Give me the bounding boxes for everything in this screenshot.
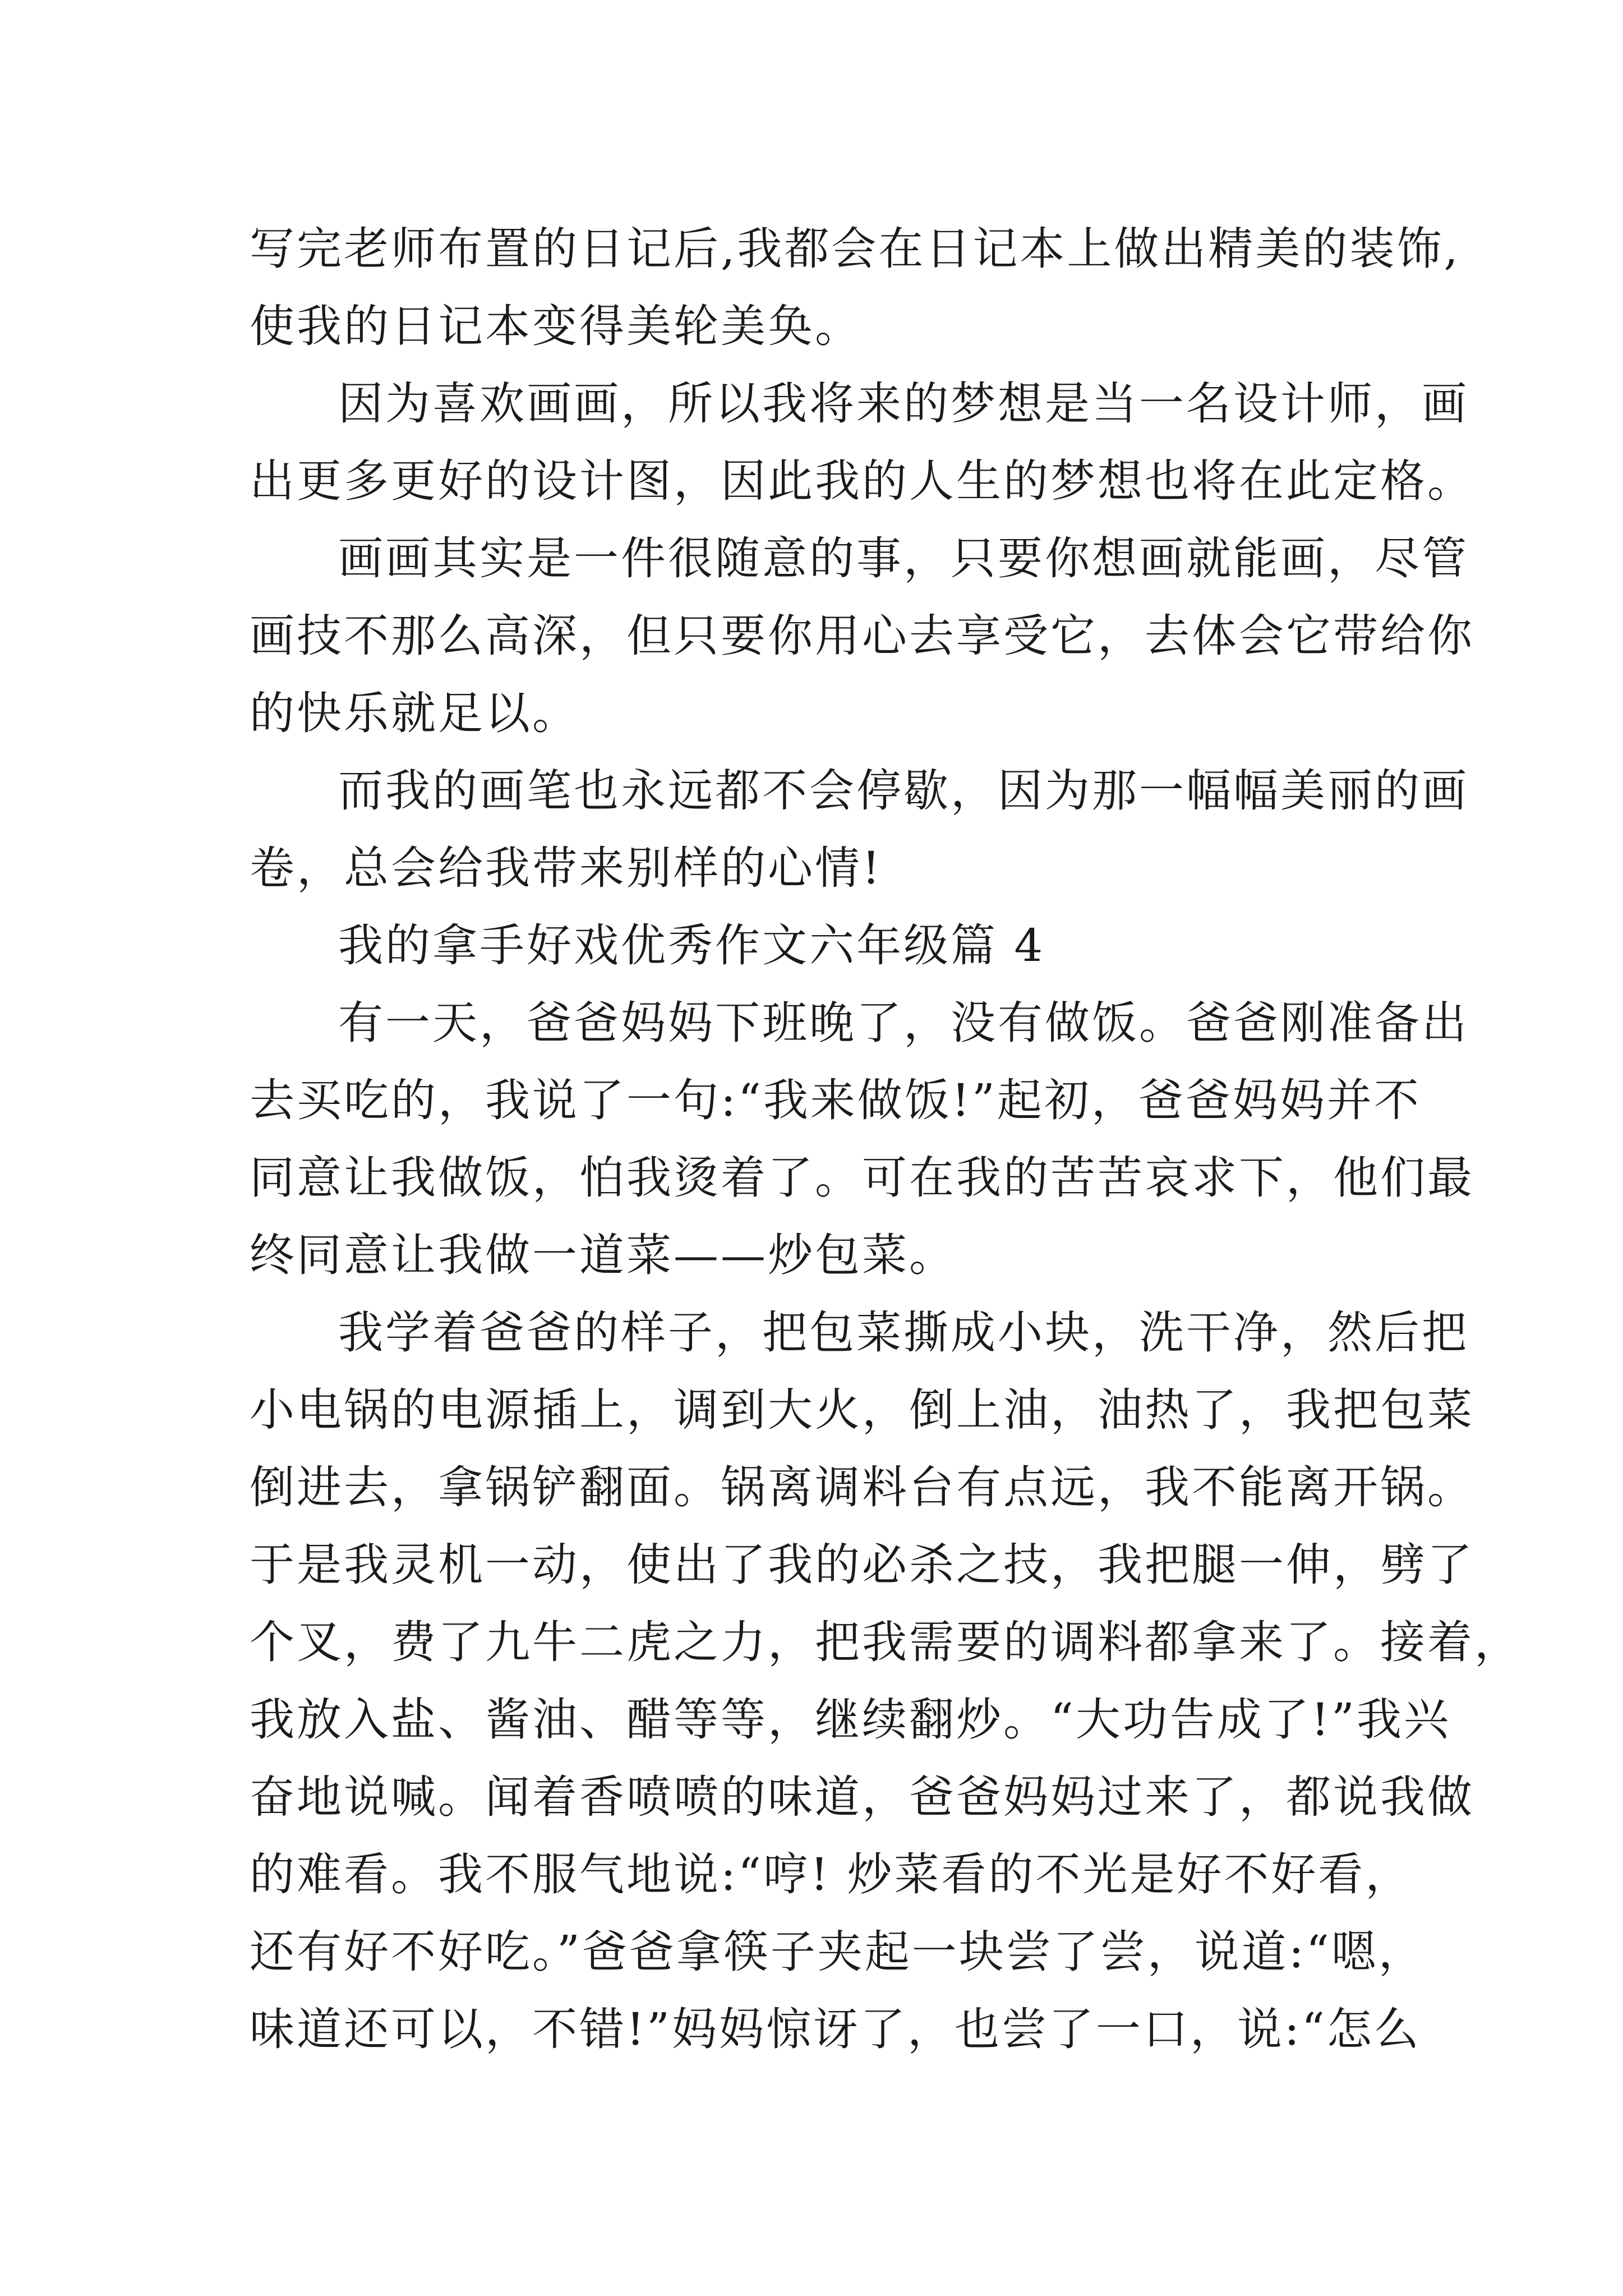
text-line: 去买吃的，我说了一句:“我来做饭!”起初，爸爸妈妈并不 bbox=[250, 1074, 1421, 1126]
text-line: 个叉，费了九牛二虎之力，把我需要的调料都拿来了。接着， bbox=[250, 1616, 1521, 1668]
text-line: 味道还可以，不错!”妈妈惊讶了，也尝了一口，说:“怎么 bbox=[250, 2003, 1421, 2055]
text-line: 写完老师布置的日记后,我都会在日记本上做出精美的装饰, bbox=[250, 223, 1460, 275]
section-heading: 我的拿手好戏优秀作文六年级篇 4 bbox=[338, 919, 1045, 972]
text-line: 奋地说喊。闻着香喷喷的味道，爸爸妈妈过来了，都说我做 bbox=[250, 1771, 1474, 1823]
document-body bbox=[250, 210, 1521, 2068]
text-line: 同意让我做饭，怕我烫着了。可在我的苦苦哀求下，他们最 bbox=[250, 1152, 1474, 1204]
text-line: 的难看。我不服气地说:“哼! 炒菜看的不光是好不好看， bbox=[250, 1848, 1413, 1901]
text-line: 而我的画笔也永远都不会停歇，因为那一幅幅美丽的画 bbox=[338, 765, 1469, 817]
text-line: 使我的日记本变得美轮美奂。 bbox=[250, 300, 862, 352]
text-line: 于是我灵机一动，使出了我的必杀之技，我把腿一伸，劈了 bbox=[250, 1539, 1474, 1591]
text-line: 小电锅的电源插上，调到大火，倒上油，油热了，我把包菜 bbox=[250, 1384, 1474, 1436]
text-line: 卷，总会给我带来别样的心情! bbox=[250, 842, 883, 894]
text-line: 画技不那么高深，但只要你用心去享受它，去体会它带给你 bbox=[250, 610, 1474, 662]
text-line: 终同意让我做一道菜——炒包菜。 bbox=[250, 1229, 956, 1281]
text-line: 有一天，爸爸妈妈下班晚了，没有做饭。爸爸刚准备出 bbox=[338, 997, 1469, 1049]
text-line: 出更多更好的设计图，因此我的人生的梦想也将在此定格。 bbox=[250, 455, 1474, 507]
text-line: 的快乐就足以。 bbox=[250, 687, 579, 739]
text-line: 我学着爸爸的样子，把包菜撕成小块，洗干净，然后把 bbox=[338, 1306, 1469, 1359]
text-line: 还有好不好吃。”爸爸拿筷子夹起一块尝了尝，说道:“嗯， bbox=[250, 1926, 1426, 1978]
text-line: 我放入盐、酱油、醋等等，继续翻炒。“大功告成了!”我兴 bbox=[250, 1694, 1451, 1746]
text-line: 倒进去，拿锅铲翻面。锅离调料台有点远，我不能离开锅。 bbox=[250, 1461, 1474, 1513]
text-line: 画画其实是一件很随意的事，只要你想画就能画，尽管 bbox=[338, 532, 1469, 585]
text-line: 因为喜欢画画，所以我将来的梦想是当一名设计师，画 bbox=[338, 378, 1469, 430]
